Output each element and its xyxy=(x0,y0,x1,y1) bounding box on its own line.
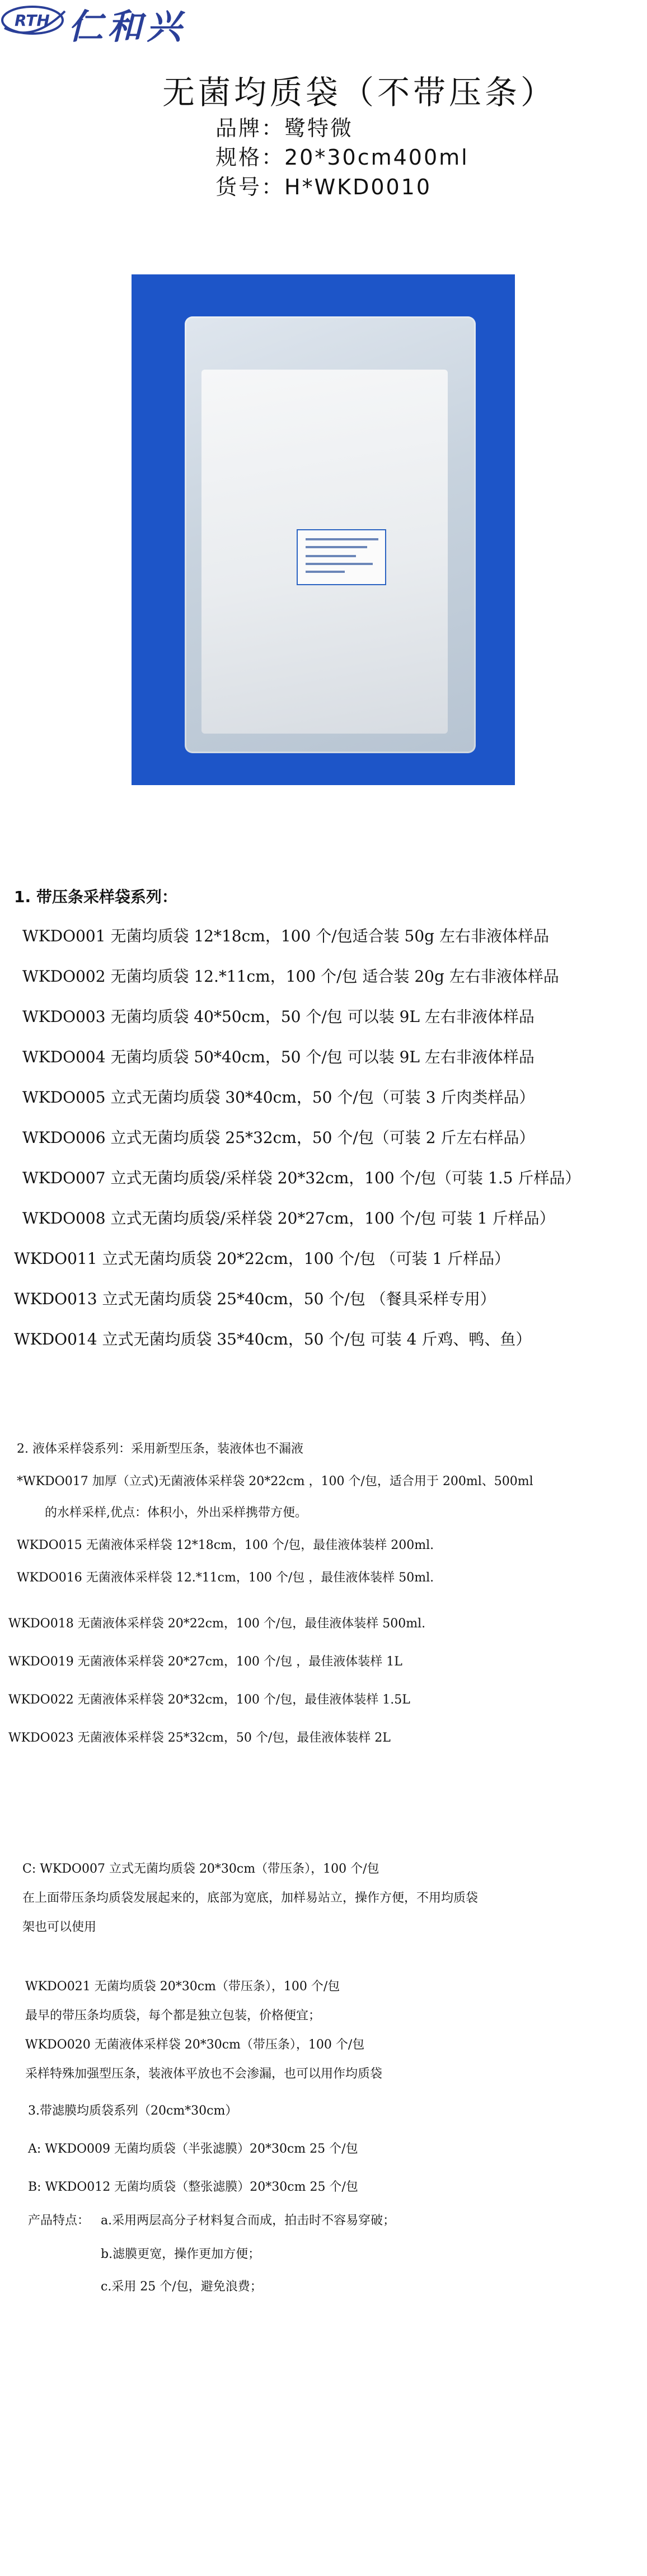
features-label: 产品特点： xyxy=(28,2214,90,2228)
section2-intro-1: *WKDO017 加厚（立式)无菌液体采样袋 20*22cm ，100 个/包，适合用于 200ml、500ml xyxy=(17,1474,533,1488)
list-item: WKDO003 无菌均质袋 40*50cm，50 个/包 可以装 9L 左右非液体样品 xyxy=(22,1007,535,1026)
list-item: WKDO011 立式无菌均质袋 20*22cm，100 个/包 （可装 1 斤样品） xyxy=(14,1249,510,1268)
list-item: WKDO021 无菌均质袋 20*30cm（带压条），100 个/包 xyxy=(25,1980,340,1994)
section3-desc-1: 在上面带压条均质袋发展起来的，底部为宽底，加样易站立，操作方便，不用均质袋 xyxy=(22,1891,479,1905)
section4-title: 3.带滤膜均质袋系列（20cm*30cm） xyxy=(28,2104,238,2118)
list-item: WKDO019 无菌液体采样袋 20*27cm，100 个/包 ，最佳液体装样 1L xyxy=(8,1655,402,1669)
list-item: WKDO016 无菌液体采样袋 12.*11cm，100 个/包 ，最佳液体装样 50ml. xyxy=(17,1571,434,1585)
product-photo xyxy=(132,274,515,785)
section1-title: 1. 带压条采样袋系列： xyxy=(14,888,177,906)
inner-bag xyxy=(201,370,448,734)
item-description: 最早的带压条均质袋，每个都是独立包装，价格便宜； xyxy=(25,2009,321,2023)
product-title: 无菌均质袋（不带压条） xyxy=(162,73,557,111)
brand-name: 仁和兴 xyxy=(68,6,186,47)
list-item: WKDO020 无菌液体采样袋 20*30cm（带压条），100 个/包 xyxy=(25,2038,365,2052)
item-no-line: 货号：H*WKD0010 xyxy=(215,175,432,199)
list-item: A: WKDO009 无菌均质袋（半张滤膜）20*30cm 25 个/包 xyxy=(28,2142,358,2156)
list-item: WKDO018 无菌液体采样袋 20*22cm，100 个/包，最佳液体装样 500ml. xyxy=(8,1617,426,1631)
list-item: WKDO022 无菌液体采样袋 20*32cm，100 个/包，最佳液体装样 1.5L xyxy=(8,1693,410,1707)
list-item: WKDO002 无菌均质袋 12.*11cm，100 个/包 适合装 20g 左右非液体样品 xyxy=(22,967,559,986)
item-description: 采样特殊加强型压条，装液体平放也不会渗漏，也可以用作均质袋 xyxy=(25,2067,383,2081)
list-item: WKDO007 立式无菌均质袋/采样袋 20*32cm，100 个/包（可装 1.5 斤样品） xyxy=(22,1169,581,1187)
feature-item: b.滤膜更宽，操作更加方便； xyxy=(101,2247,261,2261)
list-item: WKDO004 无菌均质袋 50*40cm，50 个/包 可以装 9L 左右非液体样品 xyxy=(22,1048,535,1066)
feature-item: c.采用 25 个/包，避免浪费； xyxy=(101,2280,262,2294)
brand-logo xyxy=(0,0,235,47)
section3-heading: C: WKDO007 立式无菌均质袋 20*30cm（带压条），100 个/包 xyxy=(22,1862,379,1876)
brand-line: 品牌：鹭特微 xyxy=(215,116,354,141)
list-item: WKDO023 无菌液体采样袋 25*32cm，50 个/包，最佳液体装样 2L xyxy=(8,1731,391,1745)
list-item: WKDO006 立式无菌均质袋 25*32cm，50 个/包（可装 2 斤左右样品） xyxy=(22,1128,535,1147)
list-item: WKDO001 无菌均质袋 12*18cm，100 个/包适合装 50g 左右非液体样品 xyxy=(22,927,549,945)
list-item: WKDO015 无菌液体采样袋 12*18cm，100 个/包，最佳液体装样 200ml. xyxy=(17,1538,434,1552)
list-item: WKDO008 立式无菌均质袋/采样袋 20*27cm，100 个/包 可装 1 斤样品） xyxy=(22,1209,555,1228)
list-item: WKDO005 立式无菌均质袋 30*40cm，50 个/包（可装 3 斤肉类样品） xyxy=(22,1088,535,1107)
outer-bag xyxy=(185,316,476,753)
list-item: B: WKDO012 无菌均质袋（整张滤膜）20*30cm 25 个/包 xyxy=(28,2180,358,2194)
bag-label xyxy=(297,529,386,585)
list-item: WKDO014 立式无菌均质袋 35*40cm，50 个/包 可装 4 斤鸡、鸭、鱼） xyxy=(14,1330,532,1348)
section3-desc-2: 架也可以使用 xyxy=(22,1920,97,1934)
spec-line: 规格：20*30cm400ml xyxy=(215,145,469,170)
section2-intro-2: 的水样采样,优点：体积小，外出采样携带方便。 xyxy=(45,1506,307,1520)
section2-title: 2. 液体采样袋系列：采用新型压条，装液体也不漏液 xyxy=(17,1442,303,1456)
brand-badge-icon xyxy=(0,3,67,37)
brand-badge-text: RTH xyxy=(15,11,50,30)
list-item: WKDO013 立式无菌均质袋 25*40cm，50 个/包 （餐具采样专用） xyxy=(14,1290,496,1308)
feature-item: a.采用两层高分子材料复合而成，拍击时不容易穿破； xyxy=(101,2214,396,2228)
